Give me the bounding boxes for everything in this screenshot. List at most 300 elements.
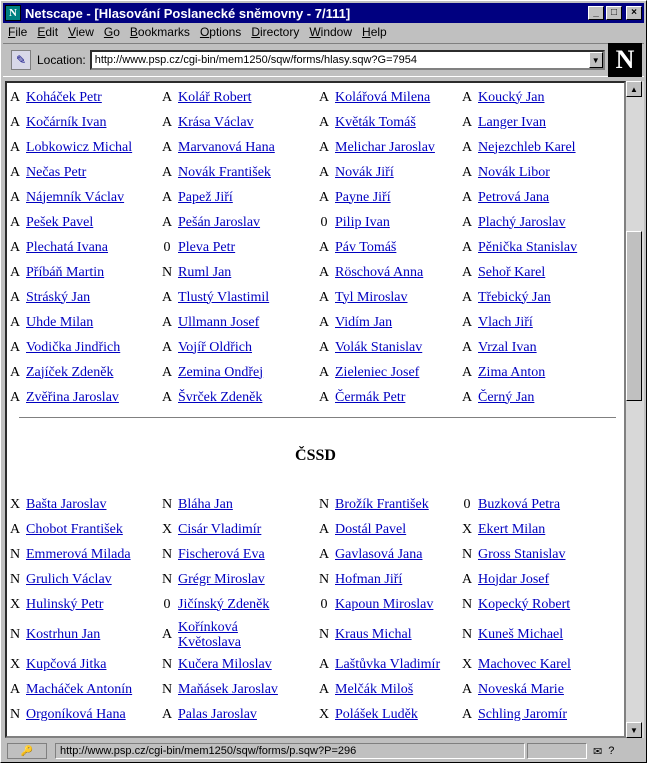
member-cell <box>159 567 271 592</box>
vote-code: N <box>318 626 330 642</box>
close-button[interactable]: × <box>626 6 642 20</box>
member-link[interactable]: Třebický Jan <box>478 289 551 305</box>
member-link[interactable]: Sehoř Karel <box>478 264 546 280</box>
menu-edit[interactable]: Edit <box>37 25 59 39</box>
vote-code: A <box>9 214 21 230</box>
scroll-thumb[interactable] <box>626 231 642 401</box>
member-cell <box>159 160 277 185</box>
member-link[interactable]: Kupčová Jitka <box>26 656 107 672</box>
member-cell <box>316 517 412 542</box>
vote-code: N <box>161 571 173 587</box>
menu-bar <box>3 23 644 41</box>
vote-code: N <box>9 706 21 722</box>
status-bar <box>3 741 644 761</box>
member-row <box>7 492 624 517</box>
member-cell <box>159 310 265 335</box>
vote-code: N <box>461 626 473 642</box>
member-link[interactable]: Vidím Jan <box>335 314 393 330</box>
member-link[interactable]: Kuneš Michael <box>478 626 564 642</box>
member-link[interactable]: Čermák Petr <box>335 389 406 405</box>
member-link[interactable]: Bláha Jan <box>178 496 233 512</box>
member-cell <box>159 110 260 135</box>
vote-code: A <box>318 89 330 105</box>
member-cell <box>316 677 419 702</box>
vote-code: N <box>461 596 473 612</box>
member-cell <box>316 385 411 410</box>
member-link[interactable]: Marvanová Hana <box>178 139 275 155</box>
member-row <box>7 617 624 652</box>
member-cell <box>159 85 257 110</box>
minimize-button[interactable]: _ <box>588 6 604 20</box>
vote-code: N <box>161 681 173 697</box>
vote-code: A <box>318 656 330 672</box>
member-link[interactable]: Melčák Miloš <box>335 681 414 697</box>
vote-code: A <box>318 314 330 330</box>
member-cell <box>7 185 130 210</box>
location-url: http://www.psp.cz/cgi-bin/mem1250/sqw/forms/hlasy.sqw?G=7954 <box>94 54 418 66</box>
member-row <box>7 85 624 110</box>
vote-code: A <box>318 521 330 537</box>
member-link[interactable]: Pešán Jaroslav <box>178 214 261 230</box>
member-link[interactable]: Kučera Miloslav <box>178 656 272 672</box>
member-cell <box>159 652 278 677</box>
member-cell <box>7 310 99 335</box>
member-cell <box>316 135 441 160</box>
member-cell <box>316 702 424 727</box>
vote-code: A <box>461 139 473 155</box>
member-link[interactable]: Volák Stanislav <box>335 339 423 355</box>
member-link[interactable]: Zvěřina Jaroslav <box>26 389 119 405</box>
member-link[interactable]: Kořínková Květoslava <box>178 619 241 650</box>
menu-go[interactable]: Go <box>103 25 120 39</box>
vote-code: A <box>461 706 473 722</box>
member-link[interactable]: Payne Jiří <box>335 189 391 205</box>
vote-code: N <box>9 571 21 587</box>
menu-bookmarks[interactable]: Bookmarks <box>129 25 190 39</box>
vote-code: A <box>461 214 473 230</box>
member-link[interactable]: Vojíř Oldřich <box>178 339 253 355</box>
member-link[interactable]: Kolářová Milena <box>335 89 431 105</box>
vote-code: A <box>161 139 173 155</box>
member-row <box>7 542 624 567</box>
member-cell <box>7 592 109 617</box>
member-cell <box>7 652 112 677</box>
location-input[interactable] <box>90 50 605 70</box>
member-link[interactable]: Ullmann Josef <box>178 314 260 330</box>
member-cell <box>459 592 576 617</box>
member-link[interactable]: Příbáň Martin <box>26 264 105 280</box>
member-link[interactable]: Novák František <box>178 164 271 180</box>
vote-code: A <box>9 389 21 405</box>
member-link[interactable]: Květák Tomáš <box>335 114 416 130</box>
member-row <box>7 210 624 235</box>
menu-options[interactable]: Options <box>199 25 242 39</box>
vote-code: A <box>9 289 21 305</box>
member-cell <box>159 592 275 617</box>
member-cell <box>459 135 582 160</box>
vote-code: 0 <box>163 239 171 255</box>
vote-code: A <box>318 546 330 562</box>
member-link[interactable]: Koháček Petr <box>26 89 102 105</box>
window-title: Netscape - [Hlasování Poslanecké sněmovny - 7/111] <box>25 5 351 21</box>
member-link[interactable]: Bašta Jaroslav <box>26 496 107 512</box>
member-cell <box>7 335 126 360</box>
member-row <box>7 185 624 210</box>
member-cell <box>316 335 428 360</box>
member-link[interactable]: Gross Stanislav <box>478 546 566 562</box>
member-link[interactable]: Novák Libor <box>478 164 550 180</box>
member-link[interactable]: Krása Václav <box>178 114 254 130</box>
member-link[interactable]: Zemina Ondřej <box>178 364 264 380</box>
member-cell <box>459 235 583 260</box>
member-cell <box>159 702 263 727</box>
member-cell <box>459 335 543 360</box>
member-cell <box>459 310 539 335</box>
member-link[interactable]: Röschová Anna <box>335 264 424 280</box>
vote-code: A <box>9 681 21 697</box>
member-link[interactable]: Dostál Pavel <box>335 521 407 537</box>
member-link[interactable]: Nejezchleb Karel <box>478 139 576 155</box>
member-cell <box>459 517 551 542</box>
member-link[interactable]: Nájemník Václav <box>26 189 125 205</box>
vote-code: A <box>461 89 473 105</box>
member-cell <box>459 567 555 592</box>
member-cell <box>7 492 112 517</box>
member-link[interactable]: Schling Jaromír <box>478 706 568 722</box>
member-link[interactable]: Hojdar Josef <box>478 571 550 587</box>
member-cell <box>459 617 569 652</box>
scroll-up-button[interactable]: ▲ <box>626 81 642 97</box>
member-link[interactable]: Machovec Karel <box>478 656 571 672</box>
member-cell <box>7 160 92 185</box>
vote-code: A <box>318 239 330 255</box>
member-cell <box>459 385 540 410</box>
vote-code: A <box>161 164 173 180</box>
member-row <box>7 592 624 617</box>
member-cell <box>7 385 125 410</box>
menu-view[interactable]: View <box>68 25 94 39</box>
vote-code: A <box>9 164 21 180</box>
vote-code: N <box>9 626 21 642</box>
vote-code: A <box>461 264 473 280</box>
member-link[interactable]: Zajíček Zdeněk <box>26 364 114 380</box>
member-cell <box>159 135 281 160</box>
member-link[interactable]: Chobot František <box>26 521 123 537</box>
vote-code: N <box>318 496 330 512</box>
member-cell <box>459 677 570 702</box>
member-link[interactable]: Melichar Jaroslav <box>335 139 435 155</box>
member-link[interactable]: Černý Jan <box>478 389 535 405</box>
vote-code: A <box>318 114 330 130</box>
page-content <box>5 81 626 738</box>
vote-code: 0 <box>320 214 328 230</box>
vote-code: N <box>318 571 330 587</box>
member-link[interactable]: Brožík František <box>335 496 429 512</box>
member-row <box>7 260 624 285</box>
member-row <box>7 135 624 160</box>
member-link[interactable]: Hofman Jiří <box>335 571 403 587</box>
member-link[interactable]: Pěnička Stanislav <box>478 239 578 255</box>
member-cell <box>7 517 129 542</box>
member-cell <box>159 677 284 702</box>
vote-code: A <box>318 289 330 305</box>
member-row <box>7 517 624 542</box>
vote-code: A <box>318 364 330 380</box>
vote-code: A <box>461 681 473 697</box>
vote-code: A <box>161 89 173 105</box>
member-cell <box>459 210 571 235</box>
vote-code: A <box>318 339 330 355</box>
member-cell <box>316 185 397 210</box>
member-link[interactable]: Vodička Jindřich <box>26 339 121 355</box>
vote-code: N <box>161 546 173 562</box>
member-cell <box>159 335 258 360</box>
member-link[interactable]: Kraus Michal <box>335 626 412 642</box>
vote-code: A <box>318 189 330 205</box>
vote-code: A <box>161 706 173 722</box>
vote-code: A <box>161 339 173 355</box>
vote-code: X <box>318 706 330 722</box>
member-link[interactable]: Plechatá Ivana <box>26 239 109 255</box>
member-link[interactable]: Pešek Pavel <box>26 214 94 230</box>
vote-code: A <box>9 239 21 255</box>
member-link[interactable]: Gavlasová Jana <box>335 546 423 562</box>
menu-help[interactable]: Help <box>362 25 387 39</box>
vertical-scrollbar[interactable] <box>626 81 644 738</box>
member-link[interactable]: Kapoun Miroslav <box>335 596 434 612</box>
vote-code: A <box>161 214 173 230</box>
member-cell <box>459 85 551 110</box>
member-link[interactable]: Vrzal Ivan <box>478 339 537 355</box>
member-cell <box>7 135 138 160</box>
member-cell <box>159 542 271 567</box>
member-cell <box>7 360 119 385</box>
vote-code: N <box>461 546 473 562</box>
member-row <box>7 360 624 385</box>
vote-code: A <box>461 289 473 305</box>
member-link[interactable]: Laštůvka Vladimír <box>335 656 441 672</box>
member-cell <box>7 567 118 592</box>
member-link[interactable]: Hulinský Petr <box>26 596 104 612</box>
member-cell <box>159 285 275 310</box>
location-label: Location: <box>37 53 86 67</box>
member-link[interactable]: Papež Jiří <box>178 189 233 205</box>
vote-code: 0 <box>463 496 471 512</box>
member-row <box>7 702 624 727</box>
member-cell <box>7 617 106 652</box>
member-link[interactable]: Kolář Robert <box>178 89 252 105</box>
member-link[interactable]: Polášek Luděk <box>335 706 418 722</box>
member-link[interactable]: Palas Jaroslav <box>178 706 257 722</box>
netscape-logo[interactable]: N <box>608 43 642 77</box>
member-link[interactable]: Petrová Jana <box>478 189 550 205</box>
vote-code: A <box>161 189 173 205</box>
member-cell <box>459 492 566 517</box>
vote-code: 0 <box>163 596 171 612</box>
vote-code: X <box>461 521 473 537</box>
member-link[interactable]: Kopecký Robert <box>478 596 571 612</box>
member-cell <box>7 542 137 567</box>
location-dropdown-button[interactable]: ▼ <box>589 52 603 68</box>
vote-code: A <box>9 521 21 537</box>
member-link[interactable]: Pleva Petr <box>178 239 236 255</box>
member-row <box>7 310 624 335</box>
member-link[interactable]: Jičínský Zdeněk <box>178 596 270 612</box>
member-link[interactable]: Lobkowicz Michal <box>26 139 133 155</box>
member-link[interactable]: Tyl Miroslav <box>335 289 408 305</box>
member-link[interactable]: Cisár Vladimír <box>178 521 262 537</box>
vote-code: A <box>461 364 473 380</box>
bookmark-link-icon[interactable]: ✎ <box>11 50 31 70</box>
member-cell <box>159 492 239 517</box>
member-link[interactable]: Zima Anton <box>478 364 546 380</box>
member-cell <box>316 285 414 310</box>
member-cell <box>459 360 551 385</box>
member-cell <box>316 492 435 517</box>
security-key-icon: 🔑 <box>7 743 47 759</box>
vote-code: A <box>461 339 473 355</box>
member-link[interactable]: Emmerová Milada <box>26 546 131 562</box>
member-link[interactable]: Kočárník Ivan <box>26 114 107 130</box>
member-cell <box>316 260 429 285</box>
member-link[interactable]: Macháček Antonín <box>26 681 133 697</box>
member-row <box>7 677 624 702</box>
status-text: http://www.psp.cz/cgi-bin/mem1250/sqw/forms/p.sqw?P=296 <box>55 743 525 759</box>
member-cell <box>7 260 110 285</box>
netscape-app-icon: N <box>5 5 21 21</box>
vote-code: X <box>461 656 473 672</box>
member-row <box>7 110 624 135</box>
member-link[interactable]: Plachý Jaroslav <box>478 214 566 230</box>
member-link[interactable]: Koucký Jan <box>478 89 545 105</box>
vote-code: X <box>9 656 21 672</box>
vote-code: A <box>9 314 21 330</box>
member-link[interactable]: Páv Tomáš <box>335 239 397 255</box>
member-cell <box>159 385 268 410</box>
member-cell <box>7 85 108 110</box>
member-link[interactable]: Ekert Milan <box>478 521 546 537</box>
member-row <box>7 385 624 410</box>
member-cell <box>7 210 99 235</box>
title-bar <box>3 3 644 23</box>
member-cell <box>159 517 267 542</box>
vote-code: A <box>161 114 173 130</box>
member-link[interactable]: Orgoníková Hana <box>26 706 126 722</box>
vote-code: A <box>9 364 21 380</box>
member-cell <box>459 652 577 677</box>
vote-code: N <box>161 656 173 672</box>
member-cell <box>159 260 237 285</box>
member-link[interactable]: Zieleniec Josef <box>335 364 420 380</box>
vote-code: A <box>161 626 173 642</box>
member-link[interactable]: Pilip Ivan <box>335 214 390 230</box>
vote-code: A <box>161 364 173 380</box>
location-toolbar <box>3 43 644 77</box>
member-cell <box>316 542 428 567</box>
member-link[interactable]: Langer Ivan <box>478 114 547 130</box>
member-link[interactable]: Grulich Václav <box>26 571 112 587</box>
member-cell <box>159 210 266 235</box>
member-link[interactable]: Uhde Milan <box>26 314 94 330</box>
member-link[interactable]: Noveská Marie <box>478 681 564 697</box>
member-cell <box>459 185 555 210</box>
vote-code: A <box>461 314 473 330</box>
member-link[interactable]: Maňásek Jaroslav <box>178 681 278 697</box>
vote-code: 0 <box>320 596 328 612</box>
member-cell <box>159 360 269 385</box>
member-link[interactable]: Švrček Zdeněk <box>178 389 263 405</box>
member-cell <box>459 110 552 135</box>
member-link[interactable]: Vlach Jiří <box>478 314 533 330</box>
member-row <box>7 652 624 677</box>
vote-code: X <box>161 521 173 537</box>
vote-code: A <box>318 389 330 405</box>
member-cell <box>459 260 551 285</box>
member-cell <box>459 702 573 727</box>
member-cell <box>316 592 439 617</box>
member-cell <box>316 617 418 652</box>
member-cell <box>316 85 436 110</box>
vote-code: A <box>318 139 330 155</box>
member-link[interactable]: Novák Jiří <box>335 164 394 180</box>
vote-code: A <box>9 339 21 355</box>
vote-code: N <box>9 546 21 562</box>
member-row <box>7 235 624 260</box>
vote-code: A <box>318 264 330 280</box>
vote-code: A <box>461 164 473 180</box>
member-cell <box>316 567 408 592</box>
vote-code: N <box>161 264 173 280</box>
progress-box <box>527 743 587 759</box>
maximize-button[interactable]: □ <box>606 6 622 20</box>
vote-code: A <box>461 571 473 587</box>
member-link[interactable]: Nečas Petr <box>26 164 87 180</box>
vote-code: N <box>161 496 173 512</box>
member-cell <box>159 235 241 260</box>
member-cell <box>7 235 114 260</box>
vote-code: A <box>161 389 173 405</box>
member-cell <box>316 310 398 335</box>
member-link[interactable]: Grégr Miroslav <box>178 571 265 587</box>
menu-directory[interactable]: Directory <box>251 25 300 39</box>
member-link[interactable]: Fischerová Eva <box>178 546 265 562</box>
menu-window[interactable]: Window <box>309 25 353 39</box>
vote-code: X <box>9 596 21 612</box>
member-cell <box>7 110 112 135</box>
member-cell <box>7 702 132 727</box>
member-row <box>7 567 624 592</box>
member-link[interactable]: Buzková Petra <box>478 496 561 512</box>
member-cell <box>7 285 96 310</box>
vote-code: A <box>9 139 21 155</box>
member-cell <box>7 677 138 702</box>
member-link[interactable]: Stráský Jan <box>26 289 91 305</box>
mail-icon[interactable]: ✉ <box>593 745 603 758</box>
member-cell <box>159 617 258 652</box>
vote-code: A <box>9 89 21 105</box>
member-link[interactable]: Ruml Jan <box>178 264 232 280</box>
member-link[interactable]: Kostrhun Jan <box>26 626 101 642</box>
member-cell <box>316 110 422 135</box>
help-icon[interactable]: ? <box>608 745 615 757</box>
menu-file[interactable]: File <box>8 25 28 39</box>
member-cell <box>316 360 425 385</box>
vote-code: A <box>318 164 330 180</box>
scroll-down-button[interactable]: ▼ <box>626 722 642 738</box>
member-row <box>7 160 624 185</box>
member-cell <box>316 235 402 260</box>
member-link[interactable]: Tlustý Vlastimil <box>178 289 270 305</box>
